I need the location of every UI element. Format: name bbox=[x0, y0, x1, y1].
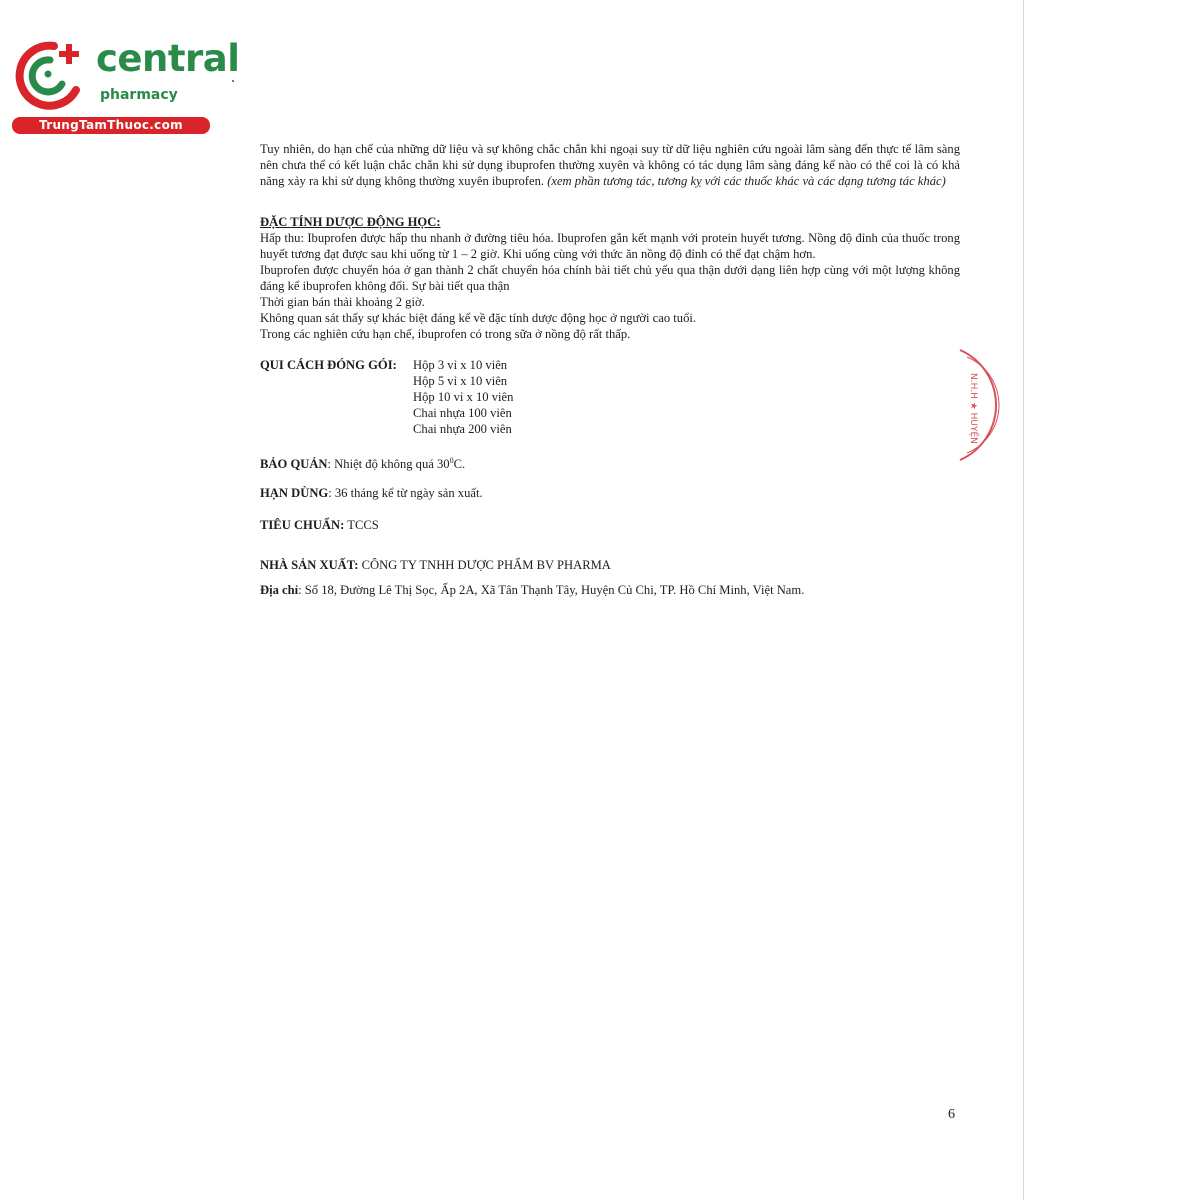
intro-italic-note: (xem phần tương tác, tương kỵ với các thuốc khác và các dạng tương tác khác) bbox=[547, 173, 946, 188]
storage-tail: C. bbox=[453, 457, 466, 472]
logo-subtitle: pharmacy bbox=[100, 87, 178, 103]
logo-name: central bbox=[96, 37, 240, 80]
storage-superscript: 0 bbox=[449, 456, 454, 465]
pk-line: Trong các nghiên cứu hạn chế, ibuprofen có trong sữa ở nồng độ rất thấp. bbox=[260, 327, 631, 341]
page-edge bbox=[1023, 0, 1024, 1200]
packaging-item: Hộp 3 vỉ x 10 viên bbox=[413, 358, 508, 372]
logo-banner[interactable]: TrungTamThuoc.com bbox=[12, 117, 210, 134]
page-number: 6 bbox=[948, 1107, 955, 1122]
manufacturer-line bbox=[260, 557, 611, 573]
standard-line bbox=[260, 517, 379, 533]
expiry-text: : 36 tháng kể từ ngày sản xuất. bbox=[328, 486, 483, 500]
packaging-item: Hộp 5 vỉ x 10 viên bbox=[413, 374, 508, 388]
pk-line: Ibuprofen được chuyển hóa ở gan thành 2 chất chuyển hóa chính bài tiết chủ yếu qua thận dưới dạng liên hợp cùng với một lượng không đáng kể ibuprofen không đổi. Sự bài tiết qua thận bbox=[260, 263, 960, 293]
standard-label: TIÊU CHUẨN: bbox=[260, 518, 345, 532]
packaging-list bbox=[413, 357, 513, 437]
stamp-text: N.H.H ★ HUYỆN bbox=[968, 373, 978, 444]
standard-text: TCCS bbox=[344, 518, 379, 532]
intro-text: Tuy nhiên, do hạn chế của những dữ liệu và sự không chắc chắn khi ngoại suy từ dữ liệu nghiên cứu ngoài lâm sàng đến thực tế lâm sàng nên chưa thể có kết luận chắc chắn khi sử dụng ibuprofen thường xuyên và không có tác dụng lâm sàng đáng kể nào có thể coi là có khả năng xảy ra khi sử dụng không thường xuyên ibuprofen. bbox=[260, 141, 960, 188]
manufacturer-text: CÔNG TY TNHH DƯỢC PHẨM BV PHARMA bbox=[358, 558, 611, 572]
central-pharmacy-logo[interactable] bbox=[10, 37, 240, 136]
address-line bbox=[260, 582, 804, 598]
pk-line: Thời gian bán thải khoảng 2 giờ. bbox=[260, 295, 425, 309]
expiry-label: HẠN DÙNG bbox=[260, 486, 329, 500]
packaging-label: QUI CÁCH ĐÓNG GÓI: bbox=[260, 358, 397, 372]
scan-dot bbox=[232, 80, 234, 82]
pk-line: Không quan sát thấy sự khác biệt đáng kể về đặc tính dược động học ở người cao tuổi. bbox=[260, 311, 697, 325]
expiry-line bbox=[260, 485, 483, 501]
pk-line: Hấp thu: Ibuprofen được hấp thu nhanh ở đường tiêu hóa. Ibuprofen gắn kết mạnh với protein huyết tương. Nồng độ đỉnh của thuốc trong huyết tương đạt được sau khi uống từ 1 – 2 giờ. Khi uống cùng với thức ăn nồng độ đỉnh có thể đạt chậm hơn. bbox=[260, 231, 960, 261]
pharmacokinetics-heading: ĐẶC TÍNH DƯỢC ĐỘNG HỌC: bbox=[260, 215, 441, 229]
packaging-item: Hộp 10 vỉ x 10 viên bbox=[413, 390, 514, 404]
pharmacy-cross-logo-icon bbox=[10, 38, 92, 110]
address-text: : Số 18, Đường Lê Thị Sọc, Ấp 2A, Xã Tân Thạnh Tây, Huyện Củ Chi, TP. Hồ Chí Minh, Việt Nam. bbox=[298, 583, 805, 597]
packaging-item: Chai nhựa 100 viên bbox=[413, 406, 512, 420]
manufacturer-label: NHÀ SẢN XUẤT: bbox=[260, 558, 359, 572]
pharmacokinetics-section bbox=[260, 214, 960, 342]
address-label: Địa chỉ bbox=[260, 583, 299, 597]
storage-line bbox=[260, 453, 465, 472]
packaging-item: Chai nhựa 200 viên bbox=[413, 422, 512, 436]
intro-paragraph bbox=[260, 141, 960, 189]
storage-text: : Nhiệt độ không quá 30 bbox=[327, 457, 450, 472]
stamp-seal-icon bbox=[955, 345, 1000, 465]
storage-label: BẢO QUẢN bbox=[260, 457, 328, 472]
